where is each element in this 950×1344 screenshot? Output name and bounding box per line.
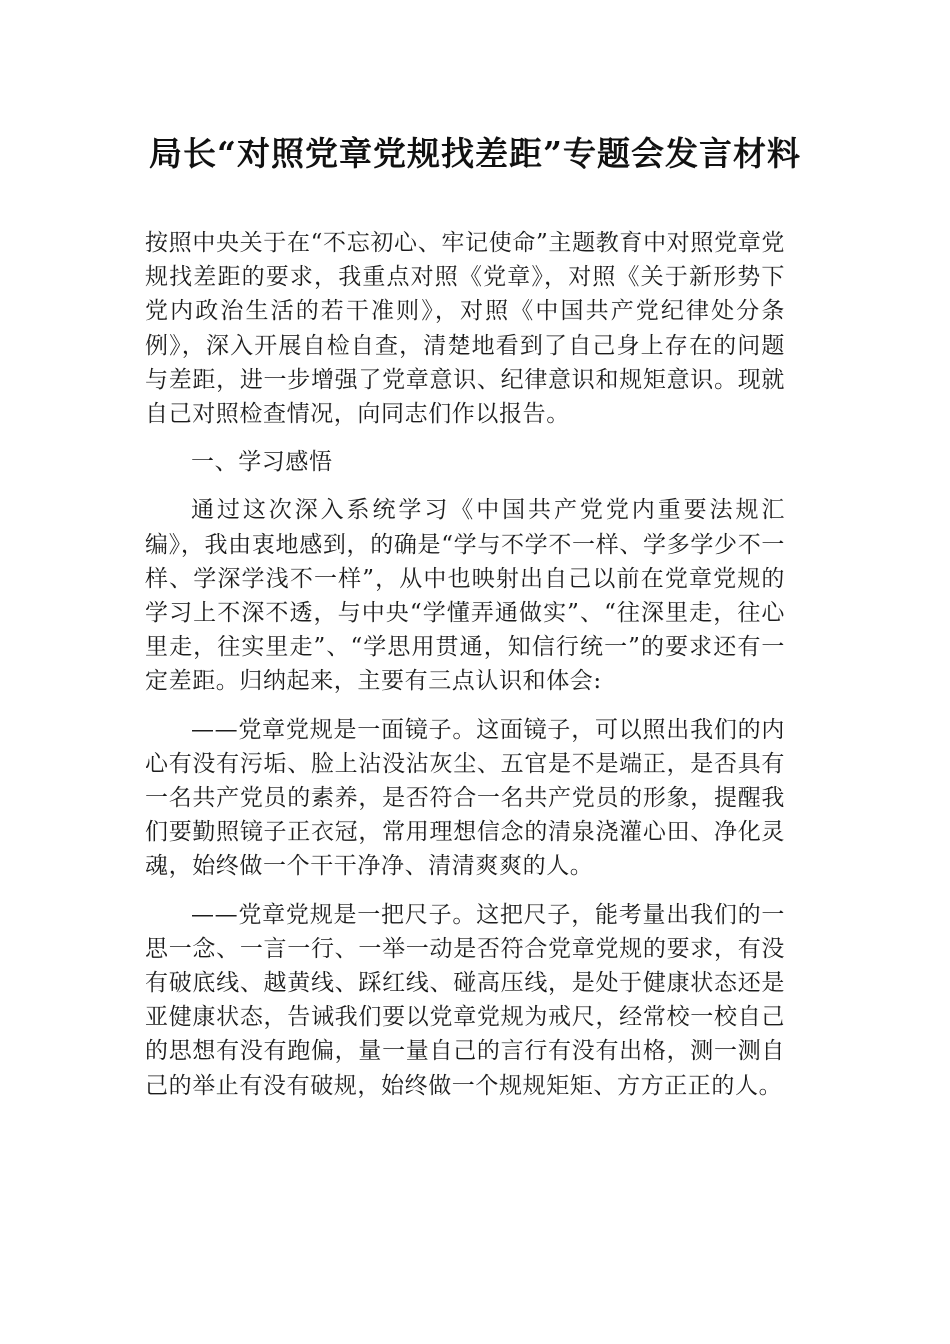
document-title: 局长“对照党章党规找差距”专题会发言材料 — [149, 134, 801, 173]
section-paragraph: ——党章党规是一面镜子。这面镜子，可以照出我们的内心有没有污垢、脸上沾没沾灰尘、五官是不是端正，是否具有一名共产党员的素养，是否符合一名共产党员的形象，提醒我们要勤照镜子正衣冠，常用理想信念的清泉浇灌心田、净化灵魂，始终做一个干干净净、清清爽爽的人。 — [145, 716, 785, 880]
document-body — [145, 226, 785, 1117]
section-paragraph: ——党章党规是一把尺子。这把尺子，能考量出我们的一思一念、一言一行、一举一动是否符合党章党规的要求，有没有破底线、越黄线、踩红线、碰高压线，是处于健康状态还是亚健康状态，告诫我们要以党章党规为戒尺，经常校一校自己的思想有没有跑偏，量一量自己的言行有没有出格，测一测自己的举止有没有破规，始终做一个规规矩矩、方方正正的人。 — [145, 901, 785, 1099]
section-heading: 一、学习感悟 — [191, 449, 333, 476]
intro-paragraph: 按照中央关于在“不忘初心、牢记使命”主题教育中对照党章党规找差距的要求，我重点对照《党章》，对照《关于新形势下党内政治生活的若干准则》，对照《中国共产党纪律处分条例》，深入开展自检自查，清楚地看到了自己身上存在的问题与差距，进一步增强了党章意识、纪律意识和规矩意识。现就自己对照检查情况，向同志们作以报告。 — [145, 230, 785, 428]
section-paragraph: 通过这次深入系统学习《中国共产党党内重要法规汇编》，我由衷地感到，的确是“学与不学不一样、学多学少不一样、学深学浅不一样”，从中也映射出自己以前在党章党规的学习上不深不透，与中央“学懂弄通做实”、“往深里走，往心里走，往实里走”、“学思用贯通，知信行统一”的要求还有一定差距。归纳起来，主要有三点认识和体会: — [145, 497, 785, 695]
